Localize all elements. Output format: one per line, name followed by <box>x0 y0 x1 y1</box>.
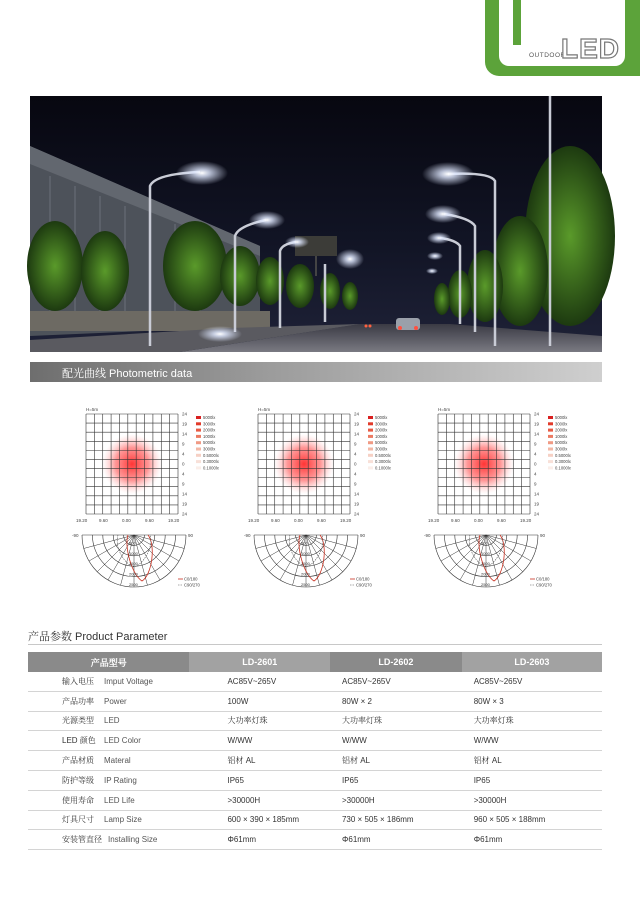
y-tick-label: 4 <box>182 471 185 477</box>
y-tick-label: 14 <box>534 491 540 497</box>
x-tick-label: 19.20 <box>428 518 440 523</box>
column-header-model: 产品型号 <box>28 652 189 672</box>
photometric-charts <box>0 400 640 605</box>
column-header-ld-2602: LD-2602 <box>330 652 462 672</box>
curve-legend-label: C0/180 <box>356 576 370 582</box>
polar-angle-right: 90 <box>188 533 194 538</box>
column-header-ld-2603: LD-2603 <box>462 652 602 672</box>
y-tick-label: 14 <box>354 431 360 437</box>
polar-ring-label: 2000 <box>129 571 138 577</box>
y-tick-label: 4 <box>534 471 537 477</box>
legend-swatch <box>196 460 201 463</box>
polar-ring-label: 2500 <box>301 582 310 587</box>
legend-label: 0.5000lx <box>203 452 219 458</box>
height-label: H=5m <box>86 407 99 412</box>
table-row <box>28 751 602 771</box>
table-row <box>28 672 602 691</box>
header-category: OUTDOOR <box>529 52 566 59</box>
param-label-zh: 输入电压 <box>62 676 94 686</box>
param-label-zh: 使用寿命 <box>62 795 94 805</box>
y-tick-label: 24 <box>354 411 360 417</box>
legend-swatch <box>368 466 373 469</box>
param-value-ld-2601: W/WW <box>189 731 330 751</box>
x-tick-label: 19.20 <box>248 518 260 523</box>
y-tick-label: 14 <box>354 491 360 497</box>
curve-legend-label: C90/270 <box>356 582 372 588</box>
y-tick-label: 9 <box>354 481 357 487</box>
curve-legend-label: C90/270 <box>184 582 200 588</box>
legend-swatch <box>368 448 373 451</box>
x-tick-label: 19.20 <box>520 518 532 523</box>
param-value-ld-2603: 960 × 505 × 188mm <box>462 810 602 830</box>
legend-swatch <box>196 416 201 419</box>
param-value-ld-2602: W/WW <box>330 731 462 751</box>
photometric-section-bar <box>30 362 602 382</box>
y-tick-label: 9 <box>182 441 185 447</box>
polar-angle-left: -90 <box>72 533 79 538</box>
y-tick-label: 19 <box>182 421 188 427</box>
x-tick-label: 0.00 <box>122 518 131 523</box>
x-tick-label: 9.60 <box>145 518 154 523</box>
x-tick-label: 19.20 <box>340 518 352 523</box>
param-label-zh: 光源类型 <box>62 716 94 726</box>
y-tick-label: 19 <box>182 501 188 507</box>
param-label-en: Materal <box>104 756 131 766</box>
polar-ring-label: 2000 <box>301 571 310 577</box>
table-row <box>28 830 602 850</box>
polar-ring-label: 1000 <box>301 550 310 556</box>
legend-swatch <box>548 441 553 444</box>
param-label-zh: 安装管直径 <box>62 835 102 845</box>
polar-ring-label: 1500 <box>129 561 138 567</box>
legend-label: 3000lx <box>203 446 216 452</box>
polar-angle-right: 90 <box>540 533 546 538</box>
photometric-chart-3 <box>424 400 620 605</box>
y-tick-label: 9 <box>534 441 537 447</box>
legend-swatch <box>196 448 201 451</box>
param-value-ld-2601: 大功率灯珠 <box>189 711 330 731</box>
param-value-ld-2601: Φ61mm <box>189 830 330 850</box>
legend-label: 1000lx <box>375 433 388 439</box>
param-value-ld-2602: 80W × 2 <box>330 691 462 711</box>
legend-swatch <box>548 448 553 451</box>
x-tick-label: 9.60 <box>317 518 326 523</box>
param-label <box>28 751 189 771</box>
x-tick-label: 9.60 <box>497 518 506 523</box>
legend-label: 3000lx <box>375 446 388 452</box>
photometric-chart-1 <box>72 400 271 605</box>
param-label-zh: 产品功率 <box>62 696 94 706</box>
param-label-zh: 产品材质 <box>62 756 94 766</box>
legend-label: 5000lx <box>555 415 568 420</box>
param-label-en: IP Rating <box>104 775 137 785</box>
y-tick-label: 0 <box>182 461 185 467</box>
param-label-en: LED <box>104 716 120 726</box>
param-label-en: LED Life <box>104 795 135 805</box>
y-tick-label: 0 <box>354 461 357 467</box>
header-accent-bar <box>513 0 521 45</box>
polar-ring-label: 1500 <box>481 561 490 567</box>
polar-spoke <box>134 535 179 561</box>
product-parameter-table <box>28 652 602 850</box>
polar-ring-label: 2500 <box>129 582 138 587</box>
param-label-zh: 防护等级 <box>62 775 94 785</box>
y-tick-label: 24 <box>182 411 188 417</box>
y-tick-label: 19 <box>534 421 540 427</box>
param-label <box>28 731 189 751</box>
param-value-ld-2602: AC85V~265V <box>330 672 462 691</box>
y-tick-label: 9 <box>182 481 185 487</box>
curve-legend-label: C90/270 <box>536 582 552 588</box>
legend-swatch <box>196 429 201 432</box>
x-tick-label: 0.00 <box>474 518 483 523</box>
column-header-ld-2601: LD-2601 <box>189 652 330 672</box>
polar-spoke <box>306 535 351 561</box>
param-value-ld-2602: Φ61mm <box>330 830 462 850</box>
y-tick-label: 19 <box>534 501 540 507</box>
param-label <box>28 830 189 850</box>
table-row <box>28 691 602 711</box>
table-row <box>28 770 602 790</box>
height-label: H=5m <box>258 407 271 412</box>
param-value-ld-2603: 80W × 3 <box>462 691 602 711</box>
param-label <box>28 770 189 790</box>
legend-label: 5000lx <box>375 415 388 420</box>
legend-label: 0.1000lx <box>555 465 571 471</box>
legend-label: 5000lx <box>555 440 568 446</box>
legend-label: 3000lx <box>555 446 568 452</box>
y-tick-label: 19 <box>354 421 360 427</box>
polar-ring-label: 2000 <box>481 571 490 577</box>
y-tick-label: 4 <box>354 451 357 457</box>
param-label <box>28 672 189 691</box>
param-label-en: Power <box>104 696 127 706</box>
legend-swatch <box>368 454 373 457</box>
legend-swatch <box>548 466 553 469</box>
y-tick-label: 0 <box>534 461 537 467</box>
param-value-ld-2603: AC85V~265V <box>462 672 602 691</box>
polar-ring-label: 1000 <box>129 550 138 556</box>
legend-swatch <box>548 435 553 438</box>
param-label-en: Lamp Size <box>104 815 142 825</box>
legend-label: 2000lx <box>203 427 216 433</box>
legend-label: 3000lx <box>555 421 568 427</box>
photometric-section-title: 配光曲线 Photometric data <box>62 368 193 380</box>
y-tick-label: 14 <box>182 431 188 437</box>
polar-ring-label: 1000 <box>481 550 490 556</box>
table-row <box>28 731 602 751</box>
y-tick-label: 14 <box>534 431 540 437</box>
height-label: H=5m <box>438 407 451 412</box>
legend-swatch <box>368 416 373 419</box>
legend-label: 0.5000lx <box>555 452 571 458</box>
param-value-ld-2601: 铝材 AL <box>189 751 330 771</box>
header-badge-panel <box>499 0 625 66</box>
polar-ring-label: 1500 <box>301 561 310 567</box>
param-value-ld-2601: 100W <box>189 691 330 711</box>
param-value-ld-2602: 730 × 505 × 186mm <box>330 810 462 830</box>
legend-swatch <box>196 466 201 469</box>
legend-label: 2000lx <box>375 427 388 433</box>
param-label <box>28 810 189 830</box>
x-tick-label: 19.20 <box>168 518 180 523</box>
param-value-ld-2602: 铝材 AL <box>330 751 462 771</box>
legend-swatch <box>196 422 201 425</box>
y-tick-label: 14 <box>182 491 188 497</box>
y-tick-label: 4 <box>534 451 537 457</box>
param-label-zh: LED 颜色 <box>62 736 96 746</box>
polar-ring-label: 500 <box>129 540 136 546</box>
param-value-ld-2601: >30000H <box>189 790 330 810</box>
y-tick-label: 24 <box>534 411 540 417</box>
param-value-ld-2602: IP65 <box>330 770 462 790</box>
legend-label: 1000lx <box>203 433 216 439</box>
product-section-title: 产品参数 Product Parameter <box>28 631 168 643</box>
table-row <box>28 790 602 810</box>
x-tick-label: 9.60 <box>271 518 280 523</box>
polar-spoke <box>486 535 531 561</box>
param-label-zh: 灯具尺寸 <box>62 815 94 825</box>
param-label <box>28 691 189 711</box>
legend-label: 2000lx <box>555 427 568 433</box>
y-tick-label: 24 <box>354 511 360 517</box>
curve-legend-label: C0/180 <box>536 576 550 582</box>
param-label <box>28 790 189 810</box>
param-value-ld-2603: >30000H <box>462 790 602 810</box>
legend-label: 0.1000lx <box>203 465 219 471</box>
legend-swatch <box>196 435 201 438</box>
product-section-divider <box>28 644 602 645</box>
param-value-ld-2603: W/WW <box>462 731 602 751</box>
legend-swatch <box>548 429 553 432</box>
legend-swatch <box>196 454 201 457</box>
polar-angle-right: 90 <box>360 533 366 538</box>
legend-swatch <box>548 460 553 463</box>
param-value-ld-2603: Φ61mm <box>462 830 602 850</box>
polar-angle-left: -90 <box>244 533 251 538</box>
table-header-row <box>28 652 602 672</box>
header-title: LED <box>561 33 620 64</box>
param-value-ld-2601: 600 × 390 × 185mm <box>189 810 330 830</box>
x-tick-label: 9.60 <box>99 518 108 523</box>
param-value-ld-2601: IP65 <box>189 770 330 790</box>
param-label-en: Imput Voltage <box>104 676 153 686</box>
param-value-ld-2601: AC85V~265V <box>189 672 330 691</box>
polar-ring-label: 500 <box>301 540 308 546</box>
table-row <box>28 810 602 830</box>
legend-swatch <box>368 422 373 425</box>
legend-swatch <box>548 422 553 425</box>
legend-swatch <box>368 435 373 438</box>
polar-ring-label: 500 <box>481 540 488 546</box>
y-tick-label: 19 <box>354 501 360 507</box>
legend-label: 5000lx <box>203 415 216 420</box>
curve-legend-label: C0/180 <box>184 576 198 582</box>
param-value-ld-2603: 大功率灯珠 <box>462 711 602 731</box>
y-tick-label: 24 <box>534 511 540 517</box>
legend-swatch <box>368 441 373 444</box>
legend-label: 0.3000lx <box>203 459 219 465</box>
photometric-chart-2 <box>244 400 440 605</box>
legend-label: 3000lx <box>375 421 388 427</box>
hero-street-photo <box>30 96 602 352</box>
legend-label: 0.1000lx <box>375 465 391 471</box>
y-tick-label: 9 <box>534 481 537 487</box>
x-tick-label: 9.60 <box>451 518 460 523</box>
legend-label: 0.3000lx <box>375 459 391 465</box>
param-value-ld-2602: >30000H <box>330 790 462 810</box>
param-label <box>28 711 189 731</box>
legend-swatch <box>548 454 553 457</box>
legend-label: 0.5000lx <box>375 452 391 458</box>
y-tick-label: 24 <box>182 511 188 517</box>
legend-label: 1000lx <box>555 433 568 439</box>
legend-label: 5000lx <box>375 440 388 446</box>
param-label-en: Installing Size <box>108 835 158 845</box>
legend-swatch <box>368 429 373 432</box>
polar-angle-left: -90 <box>424 533 431 538</box>
param-value-ld-2603: IP65 <box>462 770 602 790</box>
legend-label: 3000lx <box>203 421 216 427</box>
x-tick-label: 0.00 <box>294 518 303 523</box>
param-label-en: LED Color <box>104 736 141 746</box>
param-value-ld-2602: 大功率灯珠 <box>330 711 462 731</box>
header-badge <box>485 0 640 76</box>
legend-label: 0.3000lx <box>555 459 571 465</box>
legend-swatch <box>368 460 373 463</box>
table-row <box>28 711 602 731</box>
polar-ring-label: 2500 <box>481 582 490 587</box>
y-tick-label: 4 <box>182 451 185 457</box>
x-tick-label: 19.20 <box>76 518 88 523</box>
y-tick-label: 9 <box>354 441 357 447</box>
y-tick-label: 4 <box>354 471 357 477</box>
legend-swatch <box>548 416 553 419</box>
legend-label: 5000lx <box>203 440 216 446</box>
legend-swatch <box>196 441 201 444</box>
param-value-ld-2603: 铝材 AL <box>462 751 602 771</box>
